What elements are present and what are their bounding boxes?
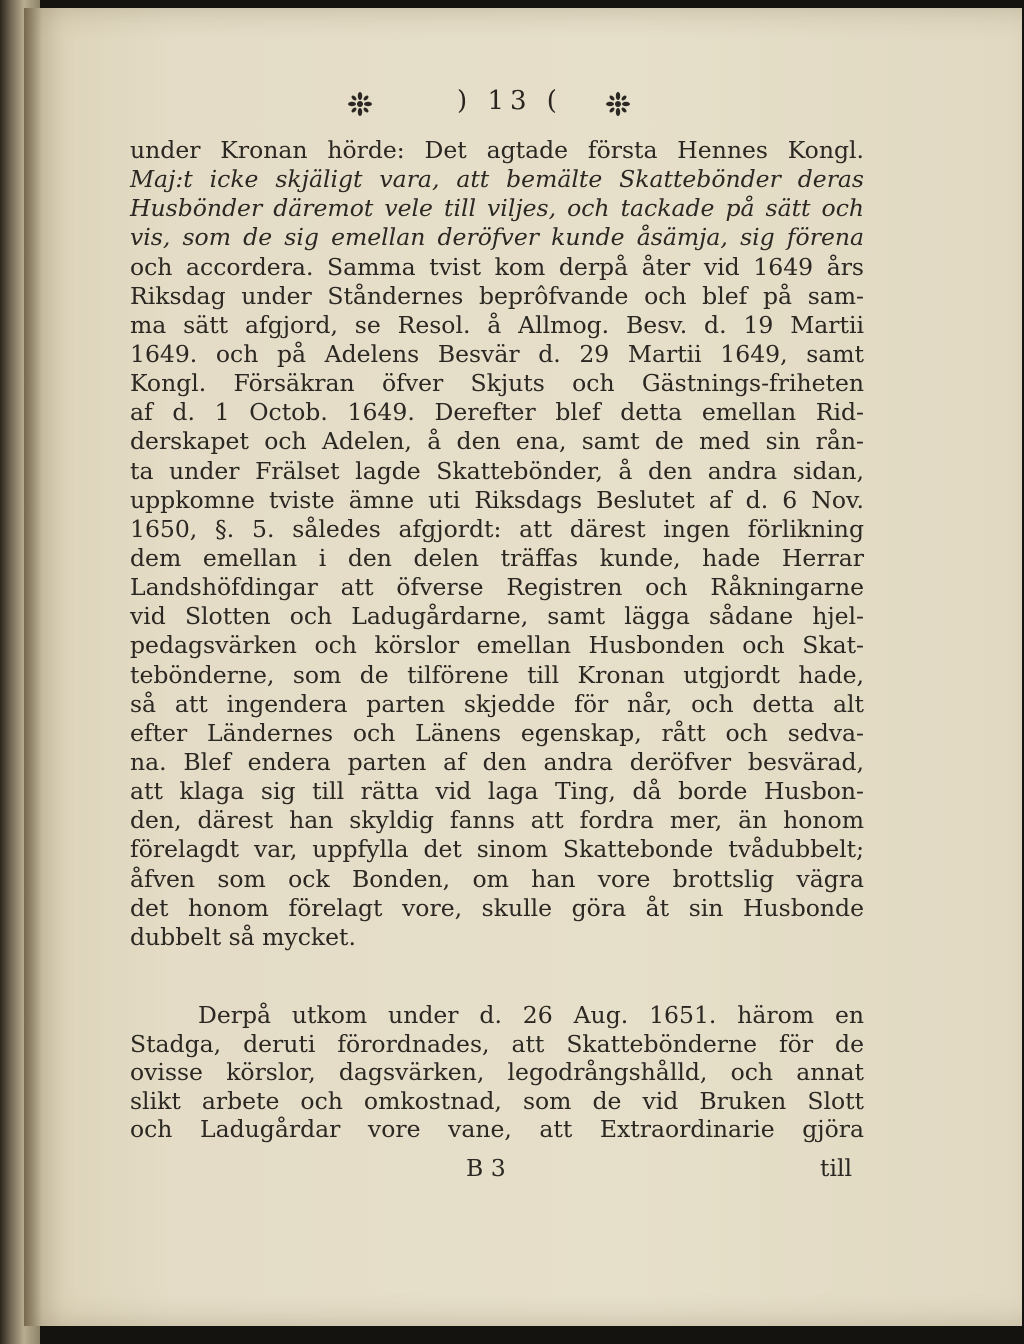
text-line: derskapet och Adelen, å den ena, samt de med sin rån- bbox=[130, 427, 864, 456]
text-line: Stadga, deruti förordnades, att Skattebönderne för de bbox=[130, 1029, 864, 1058]
text-line: vid Slotten och Ladugårdarne, samt lägga sådane hjel- bbox=[130, 602, 864, 631]
text-line: dem emellan i den delen träffas kunde, hade Herrar bbox=[130, 543, 864, 572]
text-line: att klaga sig till rätta vid laga Ting, då borde Husbon- bbox=[130, 777, 864, 806]
text-line: Husbönder däremot vele till viljes, och tackade på sätt och bbox=[130, 194, 864, 223]
text-line: af d. 1 Octob. 1649. Derefter blef detta emellan Rid- bbox=[130, 398, 864, 427]
text-line: ovisse körslor, dagsvärken, legodrångshålld, och annat bbox=[130, 1058, 864, 1086]
text-line: uppkomne tviste ämne uti Riksdags Beslutet af d. 6 Nov. bbox=[130, 485, 864, 514]
text-line: det honom förelagt vore, skulle göra åt sin Husbonde bbox=[130, 893, 864, 922]
text-line: 1649. och på Adelens Besvär d. 29 Martii 1649, samt bbox=[130, 339, 864, 368]
fleuron-icon bbox=[604, 90, 632, 118]
text-line: Kongl. Försäkran öfver Skjuts och Gästnings-friheten bbox=[130, 369, 864, 398]
body-paragraph-1 bbox=[130, 136, 864, 952]
text-line: Riksdag under Ståndernes beprôfvande och blef på sam- bbox=[130, 281, 864, 310]
catchword: till bbox=[820, 1154, 852, 1182]
text-line: Landshöfdingar att öfverse Registren och Råkningarne bbox=[130, 573, 864, 602]
gutter-shadow bbox=[24, 8, 42, 1326]
text-line: dubbelt så mycket. bbox=[130, 922, 356, 951]
text-line: och Ladugårdar vore vane, att Extraordinarie gjöra bbox=[130, 1115, 864, 1143]
running-header bbox=[0, 86, 1024, 126]
text-line: och accordera. Samma tvist kom derpå åter vid 1649 års bbox=[130, 252, 864, 281]
text-line: så att ingendera parten skjedde för når, och detta alt bbox=[130, 689, 864, 718]
signature-mark: B 3 bbox=[466, 1154, 506, 1182]
page-number: ) 13 ( bbox=[457, 86, 563, 116]
fleuron-icon bbox=[346, 90, 374, 118]
text-line: ma sätt afgjord, se Resol. å Allmog. Besv. d. 19 Martii bbox=[130, 310, 864, 339]
text-line: Maj:t icke skjäligt vara, att bemälte Skattebönder deras bbox=[130, 165, 864, 194]
text-line: åfven som ock Bonden, om han vore brottslig vägra bbox=[130, 864, 864, 893]
text-line: efter Ländernes och Länens egenskap, rått och sedva- bbox=[130, 718, 864, 747]
text-line: ta under Frälset lagde Skattebönder, å den andra sidan, bbox=[130, 456, 864, 485]
text-line: Derpå utkom under d. 26 Aug. 1651. härom en bbox=[198, 1001, 864, 1029]
text-line: den, därest han skyldig fanns att fordra mer, än honom bbox=[130, 806, 864, 835]
text-line: under Kronan hörde: Det agtade första Hennes Kongl. bbox=[130, 136, 864, 164]
text-line: 1650, §. 5. således afgjordt: att därest ingen förlikning bbox=[130, 514, 864, 543]
text-line: slikt arbete och omkostnad, som de vid Bruken Slott bbox=[130, 1086, 864, 1115]
text-line: pedagsvärken och körslor emellan Husbonden och Skat- bbox=[130, 631, 864, 660]
text-line: förelagdt var, uppfylla det sinom Skattebonde tvådubbelt; bbox=[130, 835, 864, 864]
text-line: tebönderne, som de tilförene till Kronan utgjordt hade, bbox=[130, 660, 864, 689]
text-line: vis, som de sig emellan deröfver kunde åsämja, sig förena bbox=[130, 223, 864, 252]
page-footer bbox=[0, 1154, 1024, 1184]
text-line: na. Blef endera parten af den andra deröfver besvärad, bbox=[130, 747, 864, 776]
body-paragraph-2 bbox=[130, 1001, 864, 1144]
